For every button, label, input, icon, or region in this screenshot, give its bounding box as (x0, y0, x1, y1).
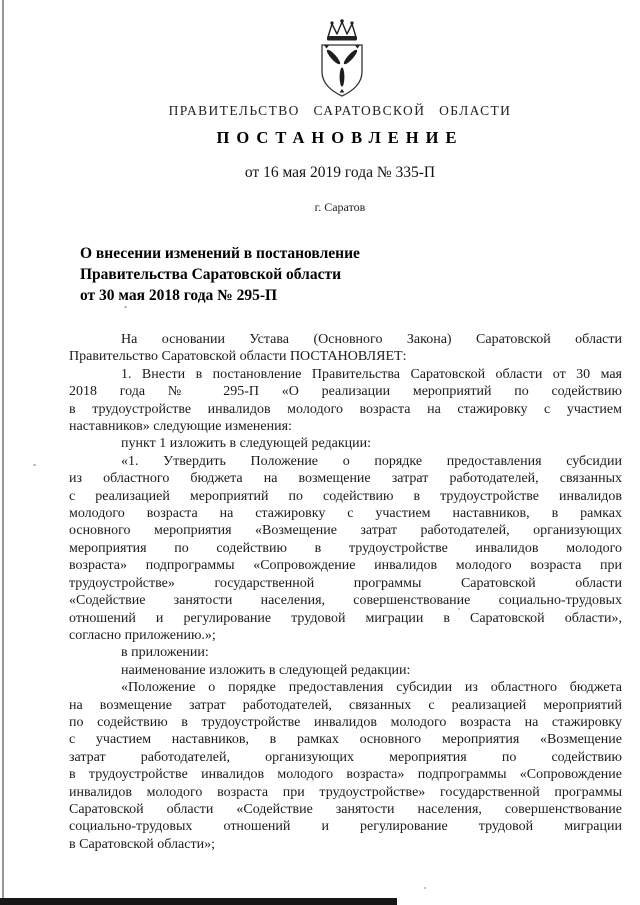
scan-edge-line (2, 0, 4, 905)
body-line: молодого возраста на стажировку с участием наставников, в рамках (69, 506, 622, 522)
body-line: отношений и регулирование трудовой миграции в Саратовской области», (69, 610, 622, 626)
body-line: в приложении: (121, 645, 209, 661)
body-line: трудоустройстве» государственной программы Саратовской области (69, 575, 622, 591)
org-name: ПРАВИТЕЛЬСТВО САРАТОВСКОЙ ОБЛАСТИ (168, 103, 512, 118)
body-line: На основании Устава (Основного Закона) Саратовской области (121, 332, 622, 347)
body-line: затрат работодателей, организующих мероприятия по содействию (69, 749, 622, 765)
body-line: 2018 года № 295-П «О реализации мероприятий по содействию (69, 384, 622, 400)
body-line: согласно приложению.»; (69, 627, 216, 643)
saratov-coat-of-arms-icon (306, 17, 378, 103)
paragraph (69, 644, 622, 661)
title-line: Правительства Саратовской области (80, 266, 341, 283)
paragraph (69, 453, 622, 644)
body-line: в Саратовской области»; (69, 836, 215, 852)
body-line: по содействию в трудоустройстве инвалидов молодого возраста на стажировку (69, 714, 622, 730)
body-line: «1. Утвердить Положение о порядке предоставления субсидии (121, 453, 622, 469)
scan-speck (424, 887, 426, 889)
body-line: с реализацией мероприятий по содействию в трудоустройстве инвалидов (69, 488, 622, 504)
paragraph (69, 662, 622, 679)
doc-title (80, 243, 600, 306)
document-body (69, 331, 622, 853)
body-line: инвалидов молодого возраста при трудоустройстве» государственной программы (69, 784, 622, 800)
body-line: с участием наставников, в рамках основного мероприятия «Возмещение (69, 732, 622, 748)
body-line: на возмещение затрат работодателей, связанных с реализацией мероприятий (69, 697, 622, 713)
paragraph (69, 679, 622, 853)
doc-city: г. Саратов (314, 200, 366, 214)
scan-speck (124, 306, 127, 308)
body-line: основного мероприятия «Возмещение затрат работодателей, организующих (69, 523, 622, 539)
body-line: «Содействие занятости населения, совершенствование социально-трудовых (69, 593, 622, 609)
paragraph (69, 366, 622, 436)
title-line: О внесении изменений в постановление (80, 245, 360, 262)
body-line: наставников» следующие изменения: (69, 419, 292, 435)
body-line: пункт 1 изложить в следующей редакции: (121, 436, 371, 452)
doc-type-title: ПОСТАНОВЛЕНИЕ (216, 128, 464, 147)
body-line: наименование изложить в следующей редакции: (121, 662, 411, 678)
body-line: 1. Внести в постановление Правительства Саратовской области от 30 мая (121, 366, 622, 382)
body-line: «Положение о порядке предоставления субсидии из областного бюджета (121, 680, 622, 696)
scan-bottom-bar (0, 898, 397, 905)
body-line: из областного бюджета на возмещение затрат работодателей, связанных (69, 471, 622, 487)
paragraph (69, 331, 622, 366)
title-line: от 30 мая 2018 года № 295-П (80, 287, 278, 304)
body-line: в трудоустройстве инвалидов молодого возраста на стажировку с участием (69, 401, 622, 417)
body-line: социально-трудовых отношений и регулирование трудовой миграции (69, 819, 622, 835)
body-line: Правительство Саратовской области ПОСТАНОВЛЯЕТ: (69, 349, 407, 365)
doc-date-number: от 16 мая 2019 года № 335-П (244, 164, 436, 181)
body-line: в трудоустройстве инвалидов молодого возраста» подпрограммы «Сопровождение (69, 767, 622, 783)
body-line: Саратовской области «Содействие занятости населения, совершенствование (69, 801, 622, 817)
scan-speck (33, 464, 36, 466)
body-line: мероприятия по содействию в трудоустройстве инвалидов молодого (69, 540, 622, 556)
paragraph (69, 435, 622, 452)
body-line: возраста» подпрограммы «Сопровождение инвалидов молодого возраста при (69, 558, 622, 574)
